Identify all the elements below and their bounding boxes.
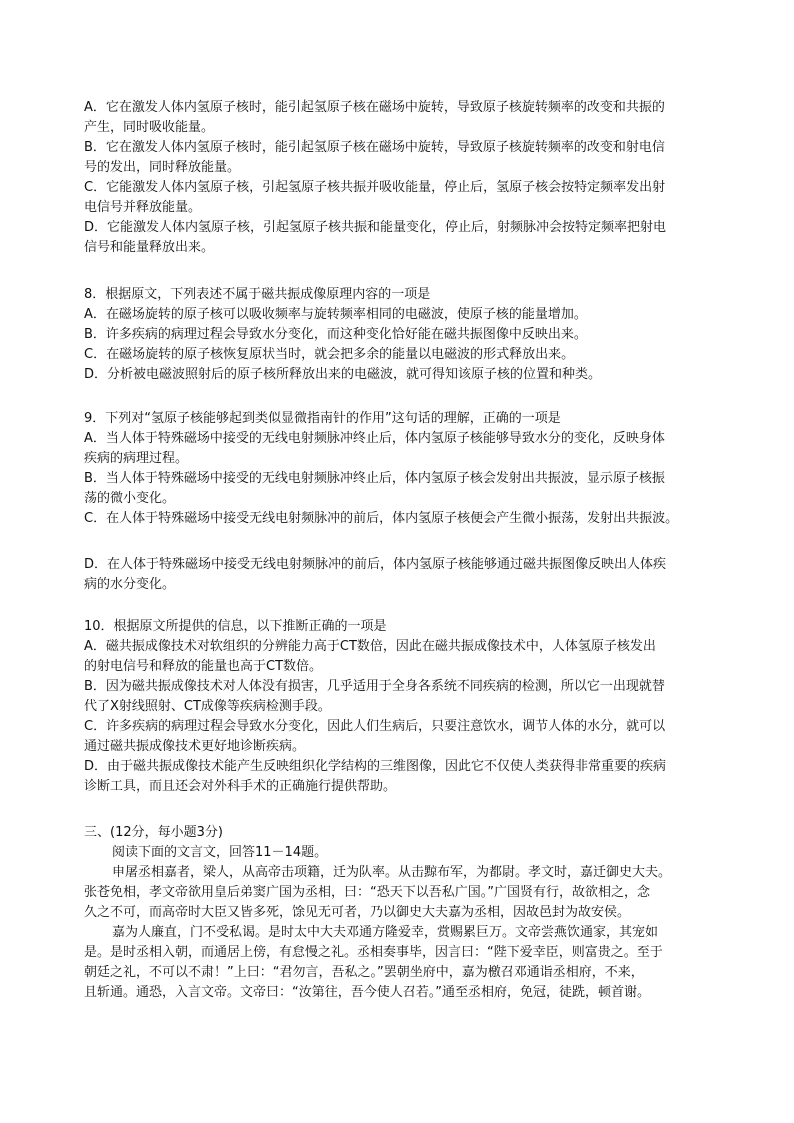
option-d: D．分析被电磁波照射后的原子核所释放出来的电磁波，就可得知该原子核的位置和种类。 bbox=[84, 367, 602, 382]
question-9-option-d bbox=[84, 555, 720, 595]
passage-line: 久之不可，而高帝时大臣又皆多死，馀见无可者，乃以御史大夫嘉为丞相，因故邑封为故安侯。 bbox=[84, 905, 631, 920]
question-10 bbox=[84, 617, 720, 797]
text-line: 产生，同时吸收能量。 bbox=[84, 120, 215, 135]
text-line: A．磁共振成像技术对软组织的分辨能力高于CT数倍，因此在磁共振成像技术中，人体氢原子核发出 bbox=[84, 639, 656, 654]
text-line: C．许多疾病的病理过程会导致水分变化，因此人们生病后，只要注意饮水，调节人体的水分，就可以 bbox=[84, 719, 666, 734]
text-line: 荡的微小变化。 bbox=[84, 491, 176, 506]
text-line: C．在人体于特殊磁场中接受无线电射频脉冲的前后，体内氢原子核便会产生微小振荡，发射出共振波。 bbox=[84, 511, 679, 526]
text-line: D．在人体于特殊磁场中接受无线电射频脉冲的前后，体内氢原子核能够通过磁共振图像反映出人体疾 bbox=[84, 557, 667, 572]
passage-line: 申屠丞相嘉者，梁人，从高帝击项籍，迁为队率。从击黥布军，为都尉。孝文时，嘉迁御史大夫。 bbox=[112, 865, 672, 880]
question-stem: 8．根据原文，下列表述不属于磁共振成像原理内容的一项是 bbox=[84, 287, 431, 302]
text-line: 病的水分变化。 bbox=[84, 577, 176, 592]
text-line: B．当人体于特殊磁场中接受的无线电射频脉冲终止后，体内氢原子核会发射出共振波，显示原子核振 bbox=[84, 471, 665, 486]
option-c: C．在磁场旋转的原子核恢复原状当时，就会把多余的能量以电磁波的形式释放出来。 bbox=[84, 347, 575, 362]
question-8 bbox=[84, 285, 720, 385]
text-line: 的射电信号和释放的能量也高于CT数倍。 bbox=[84, 659, 323, 674]
text-line: A．当人体于特殊磁场中接受的无线电射频脉冲终止后，体内氢原子核能够导致水分的变化，反映身体 bbox=[84, 431, 665, 446]
text-line: D．它能激发人体内氢原子核，引起氢原子核共振和能量变化，停止后，射频脉冲会按特定频率把射电 bbox=[84, 220, 667, 235]
text-line: B．因为磁共振成像技术对人体没有损害，几乎适用于全身各系统不同疾病的检测，所以它一出现就替 bbox=[84, 679, 665, 694]
text-line: 电信号并释放能量。 bbox=[84, 200, 202, 215]
section-instruction: 阅读下面的文言文，回答11－14题。 bbox=[112, 845, 328, 860]
text-line: 疾病的病理过程。 bbox=[84, 451, 189, 466]
passage-line: 且斩通。通恐，入言文帝。文帝曰：“汝第往，吾今使人召若。”通至丞相府，免冠，徒跣，顿首谢。 bbox=[84, 985, 650, 1000]
section-three bbox=[84, 823, 720, 1003]
text-line: 信号和能量释放出来。 bbox=[84, 240, 215, 255]
text-line: 号的发出，同时释放能量。 bbox=[84, 160, 241, 175]
question-stem: 10．根据原文所提供的信息，以下推断正确的一项是 bbox=[84, 619, 387, 634]
text-line: B．它在激发人体内氢原子核时，能引起氢原子核在磁场中旋转，导致原子核旋转频率的改变和射电信 bbox=[84, 140, 665, 155]
passage-line: 张苍免相，孝文帝欲用皇后弟窦广国为丞相，曰：“恐天下以吾私广国。”广国贤有行，故欲相之，念 bbox=[84, 885, 650, 900]
question-stem: 9．下列对“氢原子核能够起到类似显微指南针的作用”这句话的理解，正确的一项是 bbox=[84, 411, 561, 426]
passage-line: 嘉为人廉直，门不受私谒。是时太中大夫邓通方隆爱幸，赏赐累巨万。文帝尝燕饮通家，其宠如 bbox=[112, 925, 659, 940]
text-line: 通过磁共振成像技术更好地诊断疾病。 bbox=[84, 739, 306, 754]
section-heading: 三、(12分，每小题3分) bbox=[84, 825, 223, 840]
question-9 bbox=[84, 409, 720, 529]
option-a: A．在磁场旋转的原子核可以吸收频率与旋转频率相同的电磁波，使原子核的能量增加。 bbox=[84, 307, 587, 322]
text-line: C．它能激发人体内氢原子核，引起氢原子核共振并吸收能量，停止后，氢原子核会按特定频率发出射 bbox=[84, 180, 666, 195]
passage-line: 是。是时丞相入朝，而通居上傍，有怠慢之礼。丞相奏事毕，因言曰：“陛下爱幸臣，则富贵之。至于 bbox=[84, 945, 663, 960]
passage-line: 朝廷之礼，不可以不肃！”上曰：“君勿言，吾私之。”罢朝坐府中，嘉为檄召邓通诣丞相府，不来， bbox=[84, 965, 644, 980]
option-b: B．许多疾病的病理过程会导致水分变化，而这种变化恰好能在磁共振图像中反映出来。 bbox=[84, 327, 587, 342]
text-line: A．它在激发人体内氢原子核时，能引起氢原子核在磁场中旋转，导致原子核旋转频率的改变和共振的 bbox=[84, 100, 665, 115]
text-line: 诊断工具，而且还会对外科手术的正确施行提供帮助。 bbox=[84, 779, 397, 794]
question-7-options bbox=[84, 98, 720, 258]
text-line: D．由于磁共振成像技术能产生反映组织化学结构的三维图像，因此它不仅使人类获得非常重要的疾病 bbox=[84, 759, 667, 774]
text-line: 代了X射线照射、CT成像等疾病检测手段。 bbox=[84, 699, 331, 714]
